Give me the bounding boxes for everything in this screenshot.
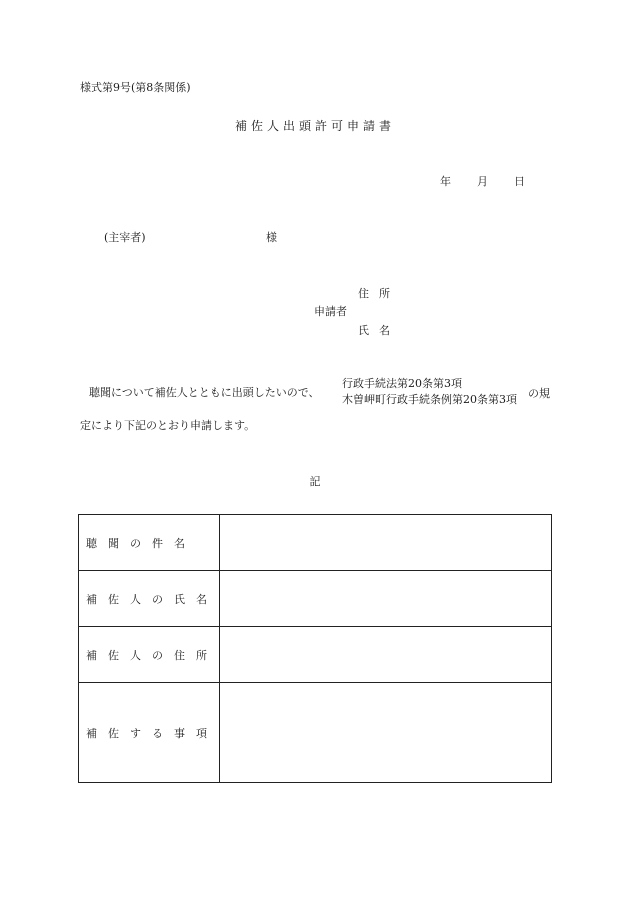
law-option-act: 行政手続法第20条第3項 <box>342 377 462 390</box>
form-number: 様式第9号(第8条関係) <box>80 81 191 94</box>
details-table <box>78 514 552 783</box>
row-value-assistant-address[interactable] <box>220 627 552 683</box>
row-value-assistant-name[interactable] <box>220 571 552 627</box>
applicant-label: 申請者 <box>314 305 347 318</box>
date-day-label: 日 <box>514 175 525 188</box>
name-label: 氏名 <box>358 324 400 337</box>
record-heading: 記 <box>309 475 321 488</box>
date-month-label: 月 <box>477 175 488 188</box>
row-value-hearing-subject[interactable] <box>220 515 552 571</box>
row-label-hearing-subject: 聴聞の件名 <box>79 515 220 571</box>
table-row <box>79 627 552 683</box>
document-title: 補佐人出頭許可申請書 <box>234 119 395 133</box>
table-row <box>79 515 552 571</box>
honorific-label: 様 <box>266 231 277 244</box>
law-option-ordinance: 木曽岬町行政手続条例第20条第3項 <box>342 393 517 406</box>
row-label-assistant-name: 補佐人の氏名 <box>79 571 220 627</box>
address-label: 住所 <box>358 287 400 300</box>
request-sentence-prefix: 聴聞について補佐人とともに出頭したいので、 <box>89 386 320 399</box>
date-year-label: 年 <box>440 175 451 188</box>
row-label-assisted-matters: 補佐する事項 <box>79 683 220 783</box>
date-line <box>440 176 525 187</box>
table-row <box>79 683 552 783</box>
row-label-assistant-address: 補佐人の住所 <box>79 627 220 683</box>
request-sentence-suffix: の規 <box>528 387 550 400</box>
table-row <box>79 571 552 627</box>
law-options <box>342 378 517 405</box>
row-value-assisted-matters[interactable] <box>220 683 552 783</box>
host-label: (主宰者) <box>104 231 146 244</box>
request-sentence-line2: 定により下記のとおり申請します。 <box>80 419 256 432</box>
